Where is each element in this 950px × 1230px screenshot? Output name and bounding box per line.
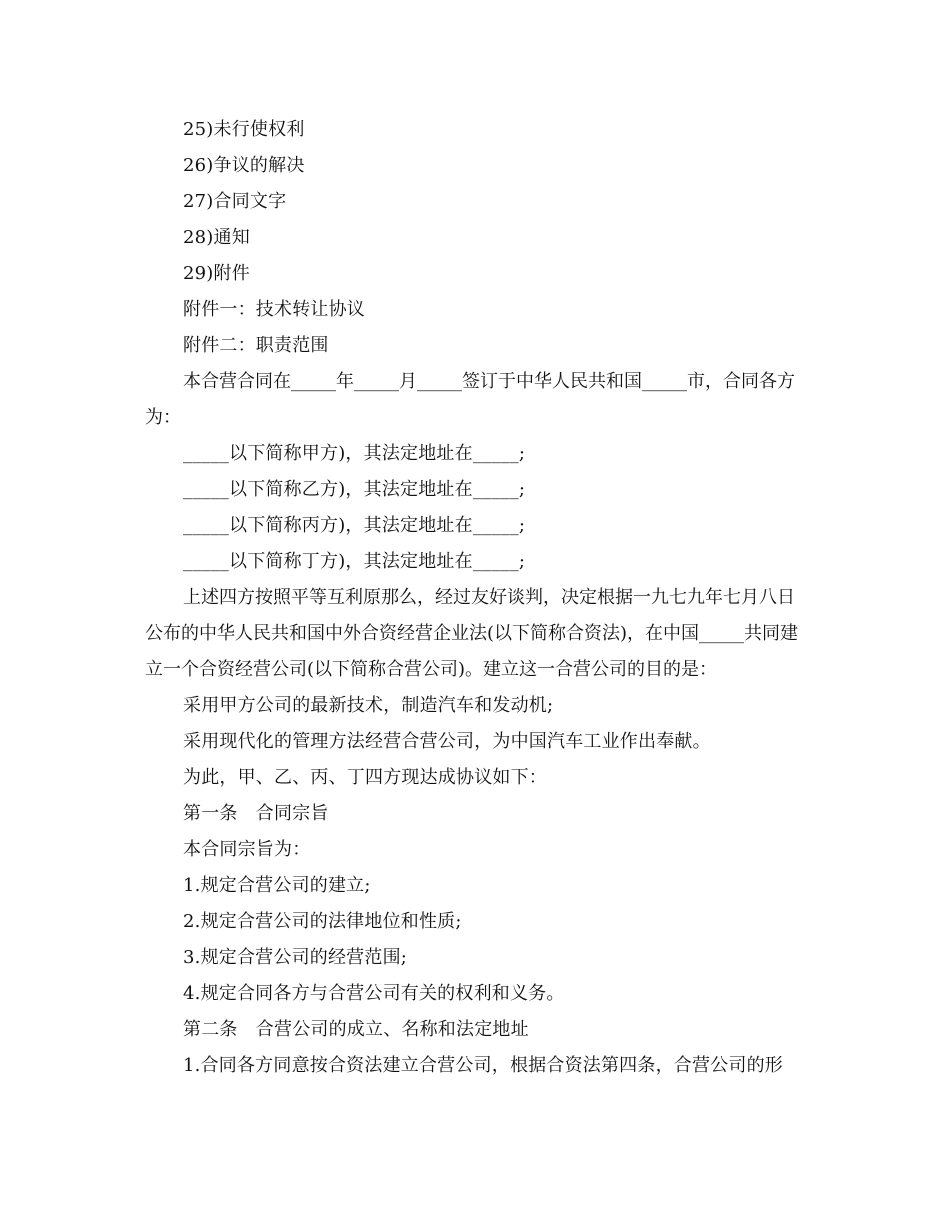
party-c-line: _____以下简称丙方)，其法定地址在_____; <box>183 515 526 536</box>
toc-item-28: 28)通知 <box>183 227 250 248</box>
contract-intro-paragraph: 本合营合同在_____年_____月_____签订于中华人民共和国_____市，合同各方为： <box>145 371 795 428</box>
article-1-item-2: 2.规定合营公司的法律地位和性质; <box>183 911 462 932</box>
article-1-heading: 第一条 合同宗旨 <box>183 803 329 824</box>
article-1-intro: 本合同宗旨为： <box>183 839 311 860</box>
party-b-line: _____以下简称乙方)，其法定地址在_____; <box>183 479 526 500</box>
toc-item-26: 26)争议的解决 <box>183 155 305 176</box>
document-body <box>145 112 805 1084</box>
article-1-item-1: 1.规定合营公司的建立; <box>183 875 371 896</box>
article-1-item-3: 3.规定合营公司的经营范围; <box>183 947 408 968</box>
article-2-heading: 第二条 合营公司的成立、名称和法定地址 <box>183 1019 529 1040</box>
article-1-item-4: 4.规定合同各方与合营公司有关的权利和义务。 <box>183 983 565 1004</box>
purpose-paragraph: 上述四方按照平等互利原那么，经过友好谈判，决定根据一九七九年七月八日公布的中华人民共和国中外合资经营企业法(以下简称合资法)，在中国_____共同建立一个合资经营公司(以下简称合营公司)。建立这一合营公司的目的是： <box>145 587 799 680</box>
purpose-item-2: 采用现代化的管理方法经营合营公司，为中国汽车工业作出奉献。 <box>183 731 711 752</box>
toc-item-25: 25)未行使权利 <box>183 119 305 140</box>
toc-item-29: 29)附件 <box>183 263 250 284</box>
party-a-line: _____以下简称甲方)，其法定地址在_____; <box>183 443 526 464</box>
article-2-item-1: 1.合同各方同意按合资法建立合营公司，根据合资法第四条，合营公司的形 <box>183 1055 783 1076</box>
attachment-2: 附件二：职责范围 <box>183 335 329 356</box>
toc-item-27: 27)合同文字 <box>183 191 287 212</box>
agreement-statement: 为此，甲、乙、丙、丁四方现达成协议如下： <box>183 767 547 788</box>
attachment-1: 附件一：技术转让协议 <box>183 299 365 320</box>
party-d-line: _____以下简称丁方)，其法定地址在_____; <box>183 551 526 572</box>
purpose-item-1: 采用甲方公司的最新技术，制造汽车和发动机; <box>183 695 554 716</box>
